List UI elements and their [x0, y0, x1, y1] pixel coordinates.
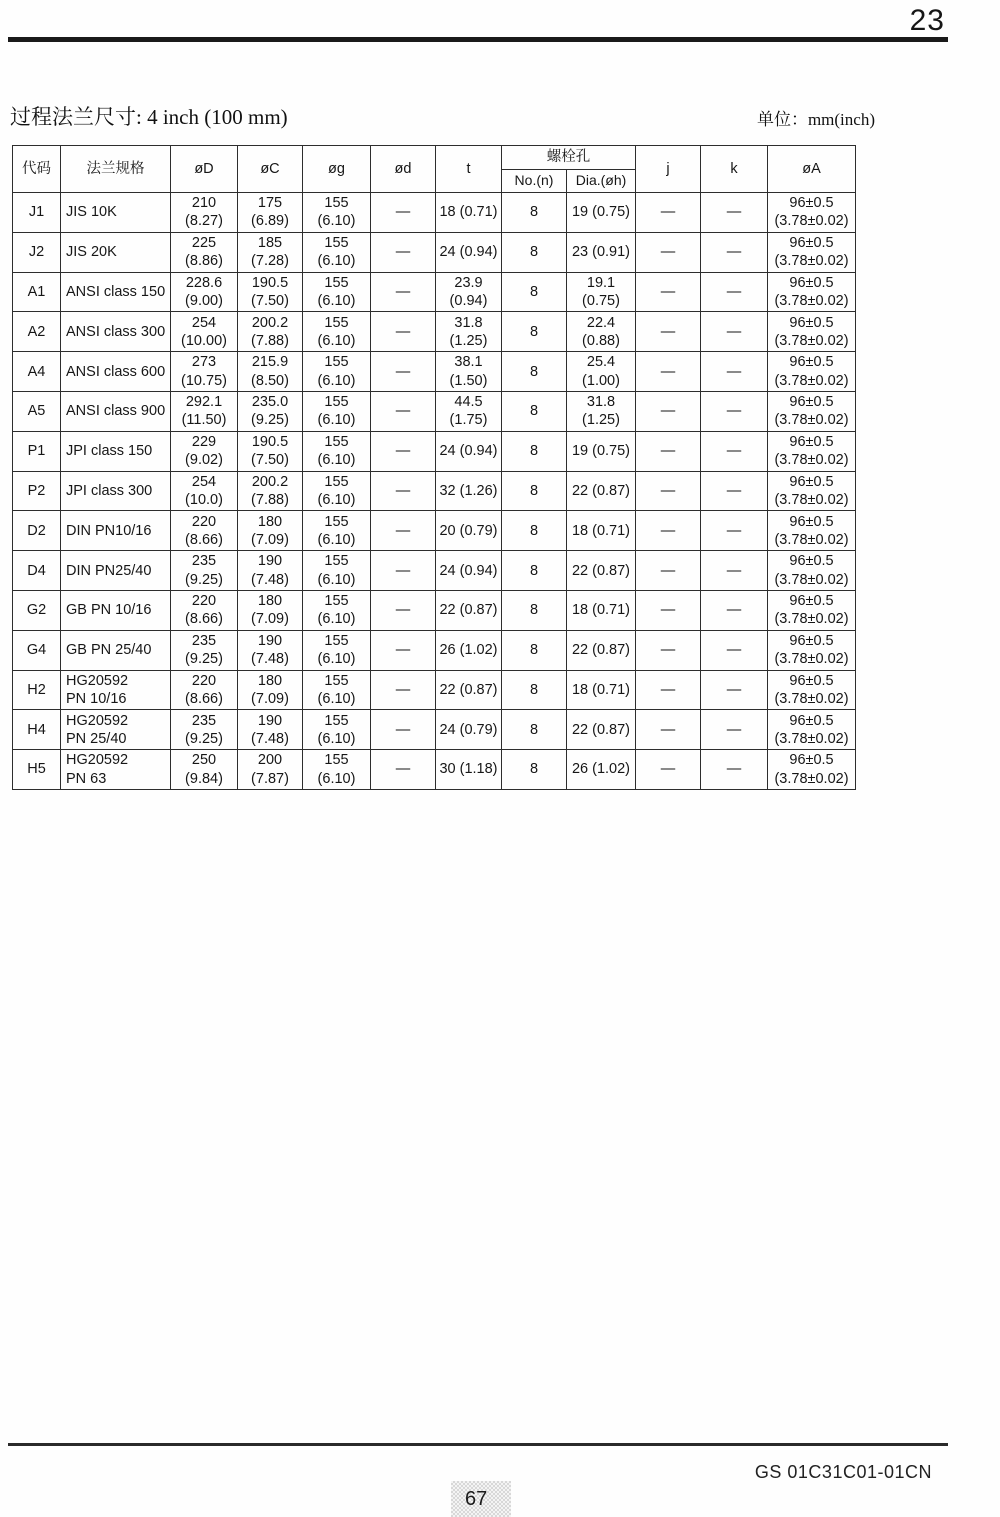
- cell-oA: 96±0.5 (3.78±0.02): [768, 352, 856, 392]
- cell-od: —: [371, 590, 436, 630]
- cell-oC: 190 (7.48): [238, 630, 303, 670]
- cell-k: —: [701, 551, 768, 591]
- cell-od: —: [371, 431, 436, 471]
- cell-dia: 22 (0.87): [567, 630, 636, 670]
- cell-t: 30 (1.18): [436, 750, 502, 790]
- cell-oA: 96±0.5 (3.78±0.02): [768, 471, 856, 511]
- cell-dia: 22 (0.87): [567, 551, 636, 591]
- col-header-oA: øA: [768, 146, 856, 193]
- cell-t: 24 (0.94): [436, 431, 502, 471]
- col-header-t: t: [436, 146, 502, 193]
- cell-code: G4: [13, 630, 61, 670]
- cell-oA: 96±0.5 (3.78±0.02): [768, 511, 856, 551]
- cell-j: —: [636, 352, 701, 392]
- cell-j: —: [636, 391, 701, 431]
- col-header-bolt-no: No.(n): [502, 170, 567, 193]
- cell-oD: 220 (8.66): [171, 670, 238, 710]
- cell-spec: DIN PN10/16: [61, 511, 171, 551]
- cell-n: 8: [502, 471, 567, 511]
- cell-n: 8: [502, 590, 567, 630]
- cell-j: —: [636, 750, 701, 790]
- cell-n: 8: [502, 272, 567, 312]
- cell-n: 8: [502, 193, 567, 233]
- cell-dia: 18 (0.71): [567, 670, 636, 710]
- cell-spec: HG20592 PN 25/40: [61, 710, 171, 750]
- col-header-od: ød: [371, 146, 436, 193]
- cell-code: A5: [13, 391, 61, 431]
- cell-oA: 96±0.5 (3.78±0.02): [768, 551, 856, 591]
- cell-og: 155 (6.10): [303, 511, 371, 551]
- cell-code: A1: [13, 272, 61, 312]
- cell-oD: 235 (9.25): [171, 630, 238, 670]
- cell-spec: ANSI class 600: [61, 352, 171, 392]
- cell-t: 26 (1.02): [436, 630, 502, 670]
- cell-dia: 25.4 (1.00): [567, 352, 636, 392]
- cell-n: 8: [502, 391, 567, 431]
- cell-code: P2: [13, 471, 61, 511]
- cell-od: —: [371, 710, 436, 750]
- cell-oD: 235 (9.25): [171, 551, 238, 591]
- cell-n: 8: [502, 232, 567, 272]
- cell-og: 155 (6.10): [303, 471, 371, 511]
- flange-dimensions-table: [12, 145, 856, 790]
- cell-j: —: [636, 670, 701, 710]
- col-header-k: k: [701, 146, 768, 193]
- cell-code: H5: [13, 750, 61, 790]
- table-row: [13, 750, 856, 790]
- table-row: [13, 272, 856, 312]
- cell-dia: 22.4 (0.88): [567, 312, 636, 352]
- cell-k: —: [701, 511, 768, 551]
- cell-j: —: [636, 630, 701, 670]
- cell-oA: 96±0.5 (3.78±0.02): [768, 391, 856, 431]
- cell-oD: 228.6 (9.00): [171, 272, 238, 312]
- cell-og: 155 (6.10): [303, 551, 371, 591]
- cell-dia: 18 (0.71): [567, 511, 636, 551]
- cell-t: 24 (0.94): [436, 232, 502, 272]
- cell-oC: 200.2 (7.88): [238, 312, 303, 352]
- page-number: 23: [909, 4, 945, 37]
- cell-j: —: [636, 312, 701, 352]
- cell-k: —: [701, 232, 768, 272]
- cell-oA: 96±0.5 (3.78±0.02): [768, 193, 856, 233]
- cell-spec: ANSI class 150: [61, 272, 171, 312]
- cell-og: 155 (6.10): [303, 352, 371, 392]
- cell-t: 24 (0.79): [436, 710, 502, 750]
- table-row: [13, 471, 856, 511]
- cell-k: —: [701, 391, 768, 431]
- cell-code: H2: [13, 670, 61, 710]
- cell-od: —: [371, 630, 436, 670]
- cell-k: —: [701, 193, 768, 233]
- cell-oC: 180 (7.09): [238, 590, 303, 630]
- cell-k: —: [701, 352, 768, 392]
- cell-k: —: [701, 272, 768, 312]
- cell-oA: 96±0.5 (3.78±0.02): [768, 431, 856, 471]
- col-header-spec: 法兰规格: [61, 146, 171, 193]
- col-header-oD: øD: [171, 146, 238, 193]
- cell-oC: 235.0 (9.25): [238, 391, 303, 431]
- cell-code: H4: [13, 710, 61, 750]
- col-header-bolt-dia: Dia.(øh): [567, 170, 636, 193]
- cell-og: 155 (6.10): [303, 630, 371, 670]
- footer-rule: [8, 1443, 948, 1446]
- cell-dia: 22 (0.87): [567, 710, 636, 750]
- cell-n: 8: [502, 511, 567, 551]
- cell-og: 155 (6.10): [303, 272, 371, 312]
- cell-oA: 96±0.5 (3.78±0.02): [768, 272, 856, 312]
- cell-t: 38.1 (1.50): [436, 352, 502, 392]
- table-row: [13, 710, 856, 750]
- cell-oA: 96±0.5 (3.78±0.02): [768, 312, 856, 352]
- table-row: [13, 232, 856, 272]
- cell-od: —: [371, 352, 436, 392]
- cell-oD: 225 (8.86): [171, 232, 238, 272]
- cell-spec: HG20592 PN 10/16: [61, 670, 171, 710]
- cell-t: 22 (0.87): [436, 590, 502, 630]
- cell-dia: 31.8 (1.25): [567, 391, 636, 431]
- cell-t: 20 (0.79): [436, 511, 502, 551]
- col-header-oC: øC: [238, 146, 303, 193]
- cell-n: 8: [502, 710, 567, 750]
- cell-t: 24 (0.94): [436, 551, 502, 591]
- cell-oD: 273 (10.75): [171, 352, 238, 392]
- cell-spec: GB PN 10/16: [61, 590, 171, 630]
- cell-oA: 96±0.5 (3.78±0.02): [768, 750, 856, 790]
- cell-t: 44.5 (1.75): [436, 391, 502, 431]
- cell-dia: 23 (0.91): [567, 232, 636, 272]
- cell-dia: 19 (0.75): [567, 431, 636, 471]
- cell-j: —: [636, 193, 701, 233]
- cell-code: J2: [13, 232, 61, 272]
- cell-t: 32 (1.26): [436, 471, 502, 511]
- header-rule: [8, 37, 948, 42]
- cell-spec: JIS 20K: [61, 232, 171, 272]
- cell-oC: 190 (7.48): [238, 551, 303, 591]
- cell-n: 8: [502, 630, 567, 670]
- cell-oC: 180 (7.09): [238, 670, 303, 710]
- col-header-j: j: [636, 146, 701, 193]
- cell-oC: 180 (7.09): [238, 511, 303, 551]
- col-header-og: øg: [303, 146, 371, 193]
- cell-t: 18 (0.71): [436, 193, 502, 233]
- cell-og: 155 (6.10): [303, 431, 371, 471]
- cell-k: —: [701, 670, 768, 710]
- cell-od: —: [371, 511, 436, 551]
- cell-t: 23.9 (0.94): [436, 272, 502, 312]
- cell-oA: 96±0.5 (3.78±0.02): [768, 630, 856, 670]
- table-row: [13, 352, 856, 392]
- col-header-bolt-holes: 螺栓孔: [502, 146, 636, 170]
- cell-oD: 254 (10.00): [171, 312, 238, 352]
- cell-j: —: [636, 551, 701, 591]
- cell-spec: JPI class 150: [61, 431, 171, 471]
- cell-j: —: [636, 272, 701, 312]
- cell-code: D2: [13, 511, 61, 551]
- cell-j: —: [636, 232, 701, 272]
- cell-code: D4: [13, 551, 61, 591]
- cell-n: 8: [502, 670, 567, 710]
- cell-k: —: [701, 710, 768, 750]
- cell-oC: 190 (7.48): [238, 710, 303, 750]
- cell-og: 155 (6.10): [303, 750, 371, 790]
- cell-od: —: [371, 391, 436, 431]
- cell-oC: 190.5 (7.50): [238, 431, 303, 471]
- cell-oA: 96±0.5 (3.78±0.02): [768, 710, 856, 750]
- cell-code: J1: [13, 193, 61, 233]
- table-row: [13, 193, 856, 233]
- cell-code: A2: [13, 312, 61, 352]
- cell-n: 8: [502, 750, 567, 790]
- cell-oD: 220 (8.66): [171, 590, 238, 630]
- cell-k: —: [701, 431, 768, 471]
- cell-k: —: [701, 471, 768, 511]
- cell-oC: 175 (6.89): [238, 193, 303, 233]
- cell-n: 8: [502, 551, 567, 591]
- footer-page-number: 67: [451, 1481, 511, 1517]
- cell-od: —: [371, 750, 436, 790]
- cell-oA: 96±0.5 (3.78±0.02): [768, 590, 856, 630]
- cell-od: —: [371, 193, 436, 233]
- table-row: [13, 312, 856, 352]
- table-row: [13, 630, 856, 670]
- cell-og: 155 (6.10): [303, 193, 371, 233]
- cell-code: A4: [13, 352, 61, 392]
- cell-spec: JPI class 300: [61, 471, 171, 511]
- cell-dia: 26 (1.02): [567, 750, 636, 790]
- cell-oD: 235 (9.25): [171, 710, 238, 750]
- title-row: [10, 101, 875, 131]
- cell-oC: 200.2 (7.88): [238, 471, 303, 511]
- cell-dia: 19 (0.75): [567, 193, 636, 233]
- cell-code: P1: [13, 431, 61, 471]
- cell-od: —: [371, 670, 436, 710]
- cell-dia: 22 (0.87): [567, 471, 636, 511]
- unit-label: 单位：mm(inch): [756, 110, 875, 129]
- cell-oC: 215.9 (8.50): [238, 352, 303, 392]
- cell-k: —: [701, 312, 768, 352]
- cell-spec: DIN PN25/40: [61, 551, 171, 591]
- cell-spec: GB PN 25/40: [61, 630, 171, 670]
- cell-oD: 292.1 (11.50): [171, 391, 238, 431]
- cell-oD: 250 (9.84): [171, 750, 238, 790]
- cell-spec: HG20592 PN 63: [61, 750, 171, 790]
- cell-od: —: [371, 471, 436, 511]
- cell-od: —: [371, 232, 436, 272]
- table-row: [13, 391, 856, 431]
- cell-oD: 254 (10.0): [171, 471, 238, 511]
- cell-og: 155 (6.10): [303, 710, 371, 750]
- cell-j: —: [636, 471, 701, 511]
- cell-oD: 210 (8.27): [171, 193, 238, 233]
- table-row: [13, 670, 856, 710]
- col-header-code: 代码: [13, 146, 61, 193]
- cell-og: 155 (6.10): [303, 590, 371, 630]
- cell-oA: 96±0.5 (3.78±0.02): [768, 670, 856, 710]
- cell-oC: 200 (7.87): [238, 750, 303, 790]
- cell-k: —: [701, 630, 768, 670]
- cell-oA: 96±0.5 (3.78±0.02): [768, 232, 856, 272]
- cell-oC: 190.5 (7.50): [238, 272, 303, 312]
- cell-j: —: [636, 511, 701, 551]
- cell-j: —: [636, 431, 701, 471]
- document-number: GS 01C31C01-01CN: [754, 1462, 932, 1482]
- cell-k: —: [701, 590, 768, 630]
- cell-t: 22 (0.87): [436, 670, 502, 710]
- cell-spec: ANSI class 900: [61, 391, 171, 431]
- cell-n: 8: [502, 312, 567, 352]
- table-row: [13, 511, 856, 551]
- cell-oD: 220 (8.66): [171, 511, 238, 551]
- table-row: [13, 551, 856, 591]
- cell-j: —: [636, 590, 701, 630]
- cell-og: 155 (6.10): [303, 391, 371, 431]
- cell-code: G2: [13, 590, 61, 630]
- cell-n: 8: [502, 352, 567, 392]
- cell-od: —: [371, 272, 436, 312]
- cell-n: 8: [502, 431, 567, 471]
- section-title: 过程法兰尺寸: 4 inch (100 mm): [10, 105, 288, 129]
- cell-j: —: [636, 710, 701, 750]
- cell-od: —: [371, 551, 436, 591]
- cell-og: 155 (6.10): [303, 232, 371, 272]
- cell-k: —: [701, 750, 768, 790]
- cell-spec: ANSI class 300: [61, 312, 171, 352]
- cell-og: 155 (6.10): [303, 670, 371, 710]
- cell-spec: JIS 10K: [61, 193, 171, 233]
- table-row: [13, 590, 856, 630]
- cell-od: —: [371, 312, 436, 352]
- cell-dia: 18 (0.71): [567, 590, 636, 630]
- cell-dia: 19.1 (0.75): [567, 272, 636, 312]
- cell-og: 155 (6.10): [303, 312, 371, 352]
- cell-oC: 185 (7.28): [238, 232, 303, 272]
- table-row: [13, 431, 856, 471]
- cell-oD: 229 (9.02): [171, 431, 238, 471]
- cell-t: 31.8 (1.25): [436, 312, 502, 352]
